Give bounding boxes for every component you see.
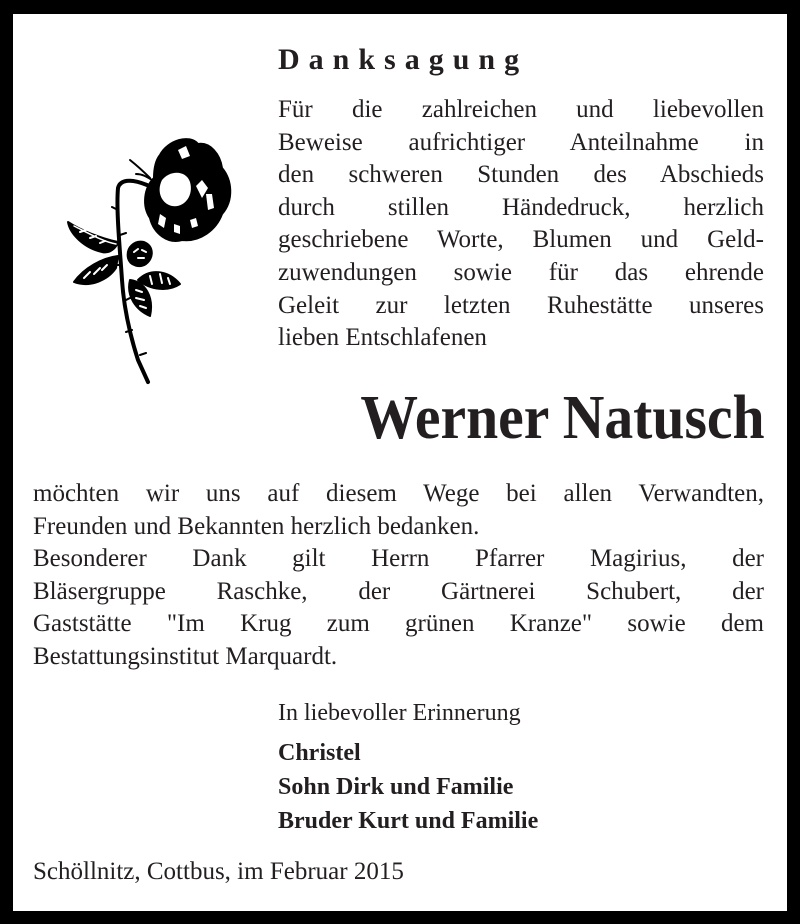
mourner: Sohn Dirk und Familie: [278, 774, 514, 800]
intro-line: Beweise aufrichtiger Anteilnahme in: [278, 128, 764, 156]
body-line: Bläsergruppe Raschke, der Gärtnerei Schubert, der: [33, 577, 764, 605]
intro-line: lieben Entschlafenen: [278, 324, 487, 352]
place-date: Schöllnitz, Cottbus, im Februar 2015: [33, 858, 404, 885]
heading: Danksagung: [278, 43, 529, 76]
mourner: Christel: [278, 740, 361, 766]
body-line: Gaststätte "Im Krug zum grünen Kranze" sowie dem: [33, 610, 764, 638]
rose-icon: [50, 130, 235, 385]
intro-line: den schweren Stunden des Abschieds: [278, 161, 764, 189]
body-line: Besonderer Dank gilt Herrn Pfarrer Magirius, der: [33, 545, 764, 573]
thanks-paragraph: [33, 478, 764, 674]
mourners-list: [278, 736, 538, 838]
deceased-name: Werner Natusch: [360, 384, 765, 452]
mourner: Bruder Kurt und Familie: [278, 808, 539, 834]
body-line: möchten wir uns auf diesem Wege bei allen Verwandten,: [33, 480, 764, 507]
intro-line: geschriebene Worte, Blumen und Geld-: [278, 226, 764, 254]
body-line: Freunden und Bekannten herzlich bedanken.: [33, 512, 480, 540]
intro-line: Für die zahlreichen und liebevollen: [278, 96, 764, 123]
intro-line: durch stillen Händedruck, herzlich: [278, 193, 764, 221]
body-line: Bestattungsinstitut Marquardt.: [33, 642, 338, 670]
intro-paragraph: [278, 94, 764, 355]
closing-phrase: In liebevoller Erinnerung: [278, 700, 521, 726]
intro-line: Geleit zur letzten Ruhestätte unseres: [278, 291, 764, 319]
intro-line: zuwendungen sowie für das ehrende: [278, 258, 764, 286]
